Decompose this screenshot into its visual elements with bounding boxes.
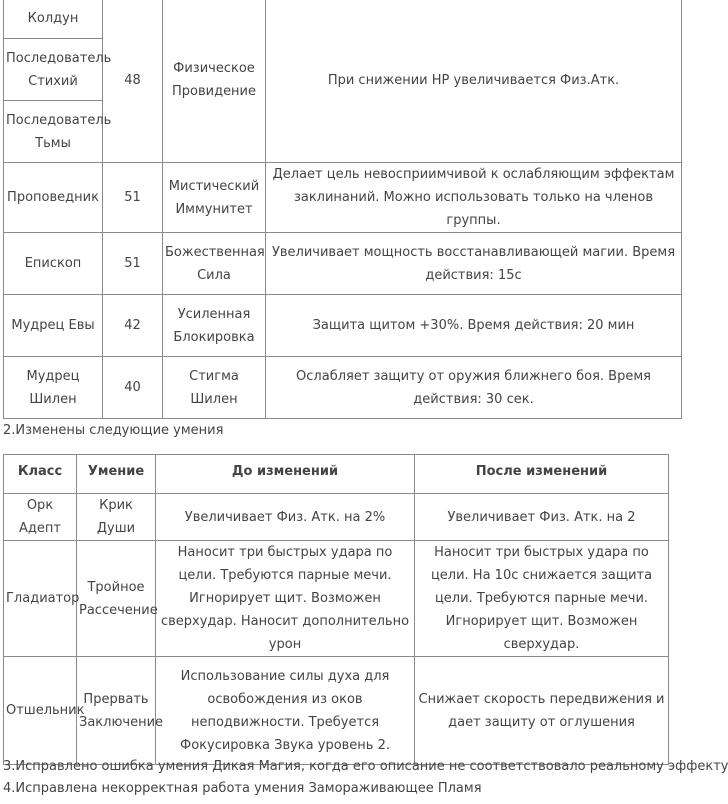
skill-cell: Тройное Рассечение xyxy=(77,541,156,657)
class-cell: Гладиатор xyxy=(4,541,77,657)
class-cell: Мудрец Евы xyxy=(4,295,103,357)
class-cell: Отшельник xyxy=(4,657,77,765)
effect-cell: Делает цель невосприимчивой к ослабляющим эффектам заклинаний. Можно использовать только на членов группы. xyxy=(266,163,682,233)
skill-cell: Крик Души xyxy=(77,494,156,541)
skill-cell: Стигма Шилен xyxy=(163,357,266,419)
note-changed-skills: 2.Изменены следующие умения xyxy=(3,423,224,438)
class-cell: Колдун xyxy=(4,0,103,39)
header-class: Класс xyxy=(4,455,77,494)
skill-cell: Божественная Сила xyxy=(163,233,266,295)
effect-cell: Увеличивает мощность восстанавливающей магии. Время действия: 15с xyxy=(266,233,682,295)
effect-cell: Ослабляет защиту от оружия ближнего боя. Время действия: 30 сек. xyxy=(266,357,682,419)
class-cell: Последователь Тьмы xyxy=(4,101,103,163)
class-cell: Епископ xyxy=(4,233,103,295)
class-cell: Орк Адепт xyxy=(4,494,77,541)
level-cell: 48 xyxy=(103,0,163,163)
note-freezing-flame-fix: 4.Исправлена некорректная работа умения Замораживающее Пламя xyxy=(3,781,482,796)
header-before: До изменений xyxy=(156,455,415,494)
effect-cell: При снижении HP увеличивается Физ.Атк. xyxy=(266,0,682,163)
class-cell: Мудрец Шилен xyxy=(4,357,103,419)
skill-cell: Усиленная Блокировка xyxy=(163,295,266,357)
skills-table-new xyxy=(3,0,682,419)
class-cell: Проповедник xyxy=(4,163,103,233)
header-skill: Умение xyxy=(77,455,156,494)
effect-cell: Защита щитом +30%. Время действия: 20 мин xyxy=(266,295,682,357)
level-cell: 42 xyxy=(103,295,163,357)
before-cell: Наносит три быстрых удара по цели. Требуются парные мечи. Игнорирует щит. Возможен сверхудар. Наносит дополнительно урон xyxy=(156,541,415,657)
after-cell: Наносит три быстрых удара по цели. На 10с снижается защита цели. Требуются парные мечи. Игнорирует щит. Возможен сверхудар. xyxy=(415,541,669,657)
class-cell: Последователь Стихий xyxy=(4,39,103,101)
note-wild-magic-fix: 3.Исправлено ошибка умения Дикая Магия, когда его описание не соответствовало реальному эффекту xyxy=(3,759,728,774)
level-cell: 51 xyxy=(103,163,163,233)
skill-cell: Мистический Иммунитет xyxy=(163,163,266,233)
before-cell: Использование силы духа для освобождения из оков неподвижности. Требуется Фокусировка Звука уровень 2. xyxy=(156,657,415,765)
before-cell: Увеличивает Физ. Атк. на 2% xyxy=(156,494,415,541)
level-cell: 51 xyxy=(103,233,163,295)
header-after: После изменений xyxy=(415,455,669,494)
skills-changes-table xyxy=(3,454,669,765)
after-cell: Снижает скорость передвижения и дает защиту от оглушения xyxy=(415,657,669,765)
skill-cell: Прервать Заключение xyxy=(77,657,156,765)
after-cell: Увеличивает Физ. Атк. на 2 xyxy=(415,494,669,541)
skill-cell: Физическое Провидение xyxy=(163,0,266,163)
level-cell: 40 xyxy=(103,357,163,419)
